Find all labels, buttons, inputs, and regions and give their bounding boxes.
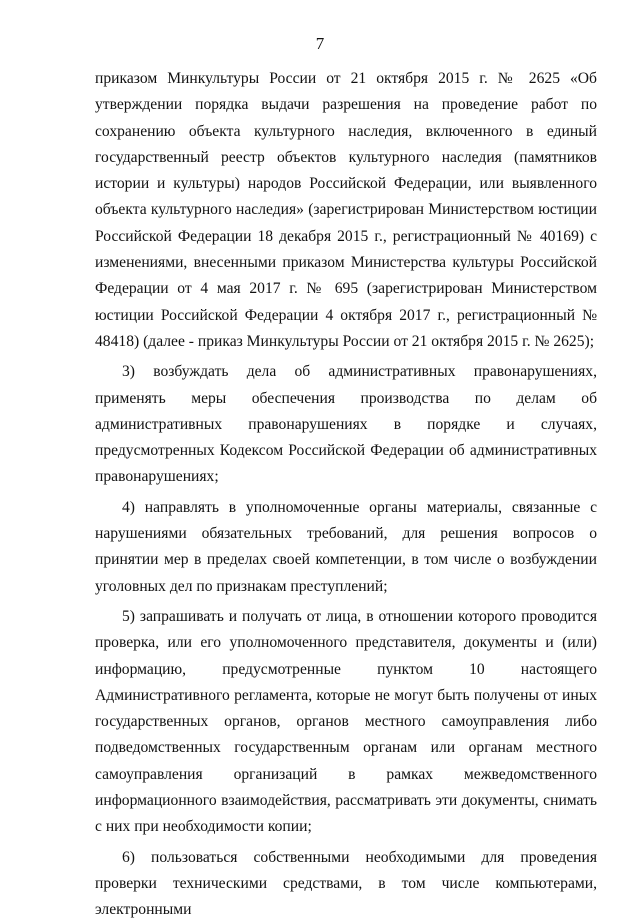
paragraph-order-reference: приказом Минкультуры России от 21 октября 2015 г. № 2625 «Об утверждении порядка выдачи разрешения на проведение работ по сохранению объекта культурного наследия, включенного в единый государственный реестр объектов культурного наследия (памятников истории и культуры) народов Российской Федерации, или выявленного объекта культурного наследия» (зарегистрирован Министерством юстиции Российской Федерации 18 декабря 2015 г., регистрационный № 40169) с изменениями, внесенными приказом Министерства культуры Российской Федерации от 4 мая 2017 г. № 695 (зарегистрирован Министерством юстиции Российской Федерации 4 октября 2017 г., регистрационный № 48418) (далее - приказ Минкультуры России от 21 октября 2015 г. № 2625);: [95, 70, 597, 350]
paragraph-item-4: 4) направлять в уполномоченные органы материалы, связанные с нарушениями обязательных требований, для решения вопросов о принятии мер в пределах своей компетенции, в том числе о возбуждении уголовных дел по признакам преступлений;: [95, 498, 597, 595]
paragraph-item-5: 5) запрашивать и получать от лица, в отношении которого проводится проверка, или его уполномоченного представителя, документы и (или) информацию, предусмотренные пунктом 10 настоящего Административного регламента, которые не могут быть получены от иных государственных органов, органов местного самоуправления либо подведомственных государственным органам или органам местного самоуправления организаций в рамках межведомственного информационного взаимодействия, рассматривать эти документы, снимать с них при необходимости копии;: [95, 607, 597, 836]
document-body: [95, 66, 597, 924]
paragraph-item-3: 3) возбуждать дела об административных правонарушениях, применять меры обеспечения производства по делам об административных правонарушениях в порядке и случаях, предусмотренных Кодексом Российской Федерации об административных правонарушениях;: [95, 363, 597, 486]
page-number: 7: [315, 34, 325, 53]
paragraph-item-6: 6) пользоваться собственными необходимыми для проведения проверки техническими средствами, в том числе компьютерами, электронными: [95, 848, 597, 919]
